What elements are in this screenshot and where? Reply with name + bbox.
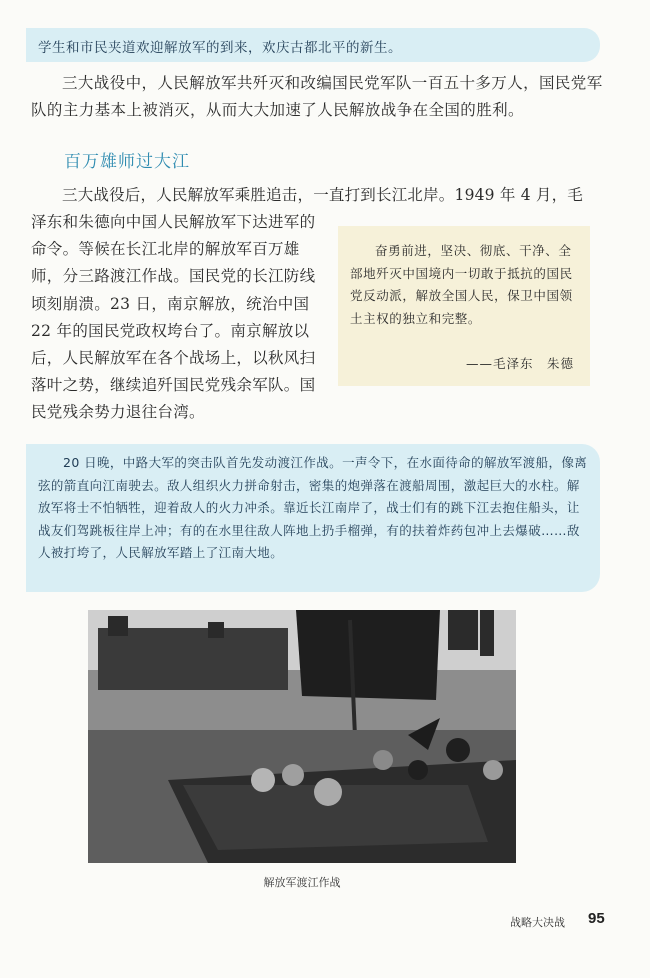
footer-book-title: 战略大决战 [510,916,565,929]
paragraph-advance-body: 泽东和朱德向中国人民解放军下达进军的命令。等候在长江北岸的解放军百万雄师，分三路渡江作战。国民党的长江防线顷刻崩溃。23 日，南京解放，统治中国 22 年的国民党政权垮台了。南京解放以后，人民解放军在各个战场上，以秋风扫落叶之势，继续追歼国民党残余军队。国民党残余势力退往台湾。 [31,213,316,422]
quote-author: ——毛泽东 朱德 [465,356,574,371]
river-crossing-photo [88,610,516,863]
story-text: 20 日晚，中路大军的突击队首先发动渡江作战。一声令下，在水面待命的解放军渡船，像离弦的箭直向江南驶去。敌人组织火力拼命射击，密集的炮弹落在渡船周围，激起巨大的水柱。解放军将士不怕牺牲，迎着敌人的火力冲杀。靠近长江南岸了，战士们有的跳下江去抱住船头，让战友们驾跳板往岸上冲；有的在水里往敌人阵地上扔手榴弹，有的扶着炸药包冲上去爆破……敌人被打垮了，人民解放军踏上了江南大地。 [38,455,588,561]
top-caption-text: 学生和市民夹道欢迎解放军的到来，欢庆古都北平的新生。 [38,40,402,56]
quote-text: 奋勇前进，坚决、彻底、干净、全部地歼灭中国境内一切敢于抵抗的国民党反动派，解放全国人民，保卫中国领土主权的独立和完整。 [350,243,573,326]
story-box [26,444,600,592]
top-caption-band [26,28,600,62]
photo-caption: 解放军渡江作战 [263,876,341,889]
page-number: 95 [588,910,605,927]
quote-box [338,226,590,386]
river-crossing-illustration [88,610,516,863]
section-title: 百万雄师过大江 [64,152,190,172]
paragraph-advance-first-line: 三大战役后，人民解放军乘胜追击，一直打到长江北岸。1949 年 4 月，毛 [62,186,583,204]
paragraph-results: 三大战役中，人民解放军共歼灭和改编国民党军队一百五十多万人，国民党军队的主力基本上被消灭，从而大大加速了人民解放战争在全国的胜利。 [31,74,603,119]
